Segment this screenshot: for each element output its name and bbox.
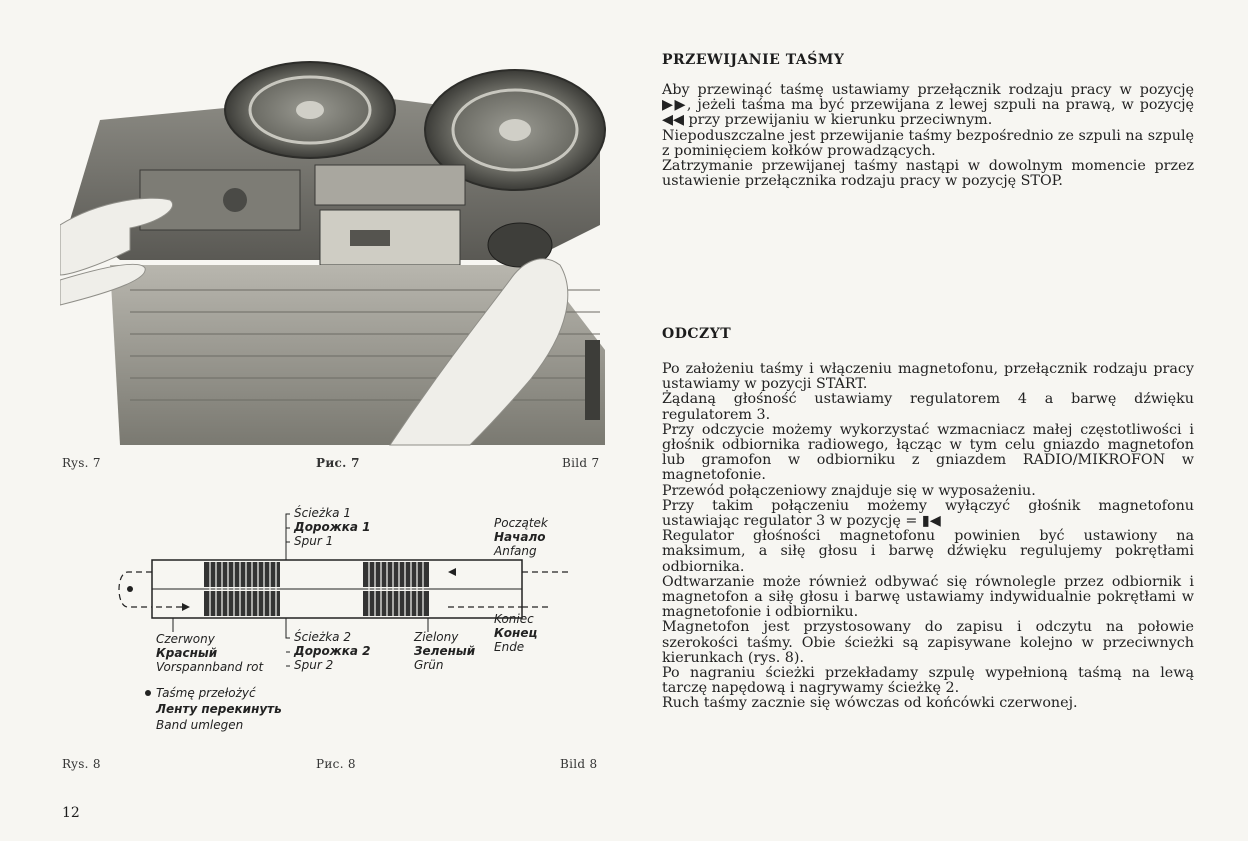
green-leader-label-de: Grün	[414, 658, 444, 672]
swap-tape-label-de: Band umlegen	[156, 718, 244, 732]
tape-track-diagram	[108, 492, 588, 750]
fig7-caption-de: Bild 7	[562, 456, 600, 470]
start-label-ru: Начало	[494, 530, 546, 544]
red-leader-label-ru: Красный	[156, 646, 218, 660]
playback-paragraph: Magnetofon jest przystosowany do zapisu i odczytu na połowie szerokości taśmy. Obie ścieżki są zapisywane kolejno w przeciwnych kierunkach (rys. 8).	[662, 619, 1194, 666]
track1-label-ru: Дорожка 1	[294, 520, 371, 534]
track2-label-pl: Ścieżka 2	[294, 630, 351, 644]
red-leader-label-pl: Czerwony	[156, 632, 215, 646]
playback-paragraph: Przy odczycie możemy wykorzystać wzmacniacz małej częstotliwości i głośnik odbiornika radiowego, łącząc w tym celu gniazdo magnetofon lub gramofon w odbiorniku z gniazdem RADIO/MIKROFON w magnetofonie.	[662, 421, 1194, 484]
playback-paragraph: Przewód połączeniowy znajduje się w wyposażeniu.	[662, 482, 1036, 499]
fig7-caption-pl: Rys. 7	[62, 456, 101, 470]
swap-tape-label-ru: Ленту перекинуть	[156, 702, 282, 716]
end-label-pl: Koniec	[494, 612, 534, 626]
fig8-caption-de: Bild 8	[560, 757, 598, 771]
track2-label-de: Spur 2	[294, 658, 334, 672]
playback-paragraph: Po nagraniu ścieżki przekładamy szpulę wypełnioną taśmą na lewą tarczę napędową i nagrywamy ścieżkę 2.	[662, 665, 1194, 697]
rewind-paragraph: Zatrzymanie przewijanej taśmy nastąpi w dowolnym momencie przez ustawienie przełącznika rodzaju pracy w pozycję STOP.	[662, 158, 1194, 190]
end-label-ru: Конец	[494, 626, 538, 640]
playback-paragraph: Ruch taśmy zacznie się wówczas od końcówki czerwonej.	[662, 695, 1078, 712]
rewind-heading: PRZEWIJANIE TAŚMY	[662, 52, 845, 68]
playback-paragraph: Po założeniu taśmy i włączeniu magnetofonu, przełącznik rodzaju pracy ustawiamy w pozycji START.	[662, 361, 1194, 393]
start-label-pl: Początek	[494, 516, 548, 530]
fig8-caption-ru: Рис. 8	[316, 757, 356, 771]
playback-paragraph: Regulator głośności magnetofonu powinien być ustawiony na maksimum, a siłę głosu i barwę dźwięku regulujemy pokrętłami odbiornika.	[662, 528, 1194, 575]
track1-label-pl: Ścieżka 1	[294, 506, 351, 520]
start-label-de: Anfang	[494, 544, 537, 558]
green-leader-label-pl: Zielony	[414, 630, 459, 644]
fig8-caption-pl: Rys. 8	[62, 757, 101, 771]
rewind-paragraph: Aby przewinąć taśmę ustawiamy przełącznik rodzaju pracy w pozycję ▶▶, jeżeli taśma ma być przewijana z lewej szpuli na prawą, w pozycję ◀◀ przy przewijaniu w kierunku przeciwnym.	[662, 82, 1194, 129]
playback-text	[662, 362, 1194, 712]
track2-label-ru: Дорожка 2	[294, 644, 371, 658]
fig7-caption-ru: Рис. 7	[316, 456, 360, 470]
page-number: 12	[62, 805, 80, 821]
playback-heading: ODCZYT	[662, 326, 732, 342]
end-label-de: Ende	[494, 640, 525, 654]
tape-recorder-photo	[60, 50, 608, 450]
green-leader-label-ru: Зеленый	[414, 644, 476, 658]
playback-paragraph: Żądaną głośność ustawiamy regulatorem 4 a barwę dźwięku regulatorem 3.	[662, 391, 1194, 423]
track1-label-de: Spur 1	[294, 534, 334, 548]
playback-paragraph: Odtwarzanie może również odbywać się równolegle przez odbiornik i magnetofon a siłę głosu i barwę ustawiamy indywidualnie pokrętłami w magnetofonie i odbiorniku.	[662, 573, 1194, 621]
rewind-paragraph: Niepoduszczalne jest przewijanie taśmy bezpośrednio ze szpuli na szpulę z pominięciem kołków prowadzących.	[662, 127, 1194, 159]
rewind-text	[662, 83, 1194, 189]
left-reel	[225, 62, 395, 158]
swap-tape-label-pl: Taśmę przełożyć	[156, 686, 256, 700]
playback-paragraph: Przy takim połączeniu możemy wyłączyć głośnik magnetofonu ustawiając regulator 3 w pozycję = ▮◀	[662, 497, 1194, 530]
red-leader-label-de: Vorspannband rot	[156, 660, 264, 674]
